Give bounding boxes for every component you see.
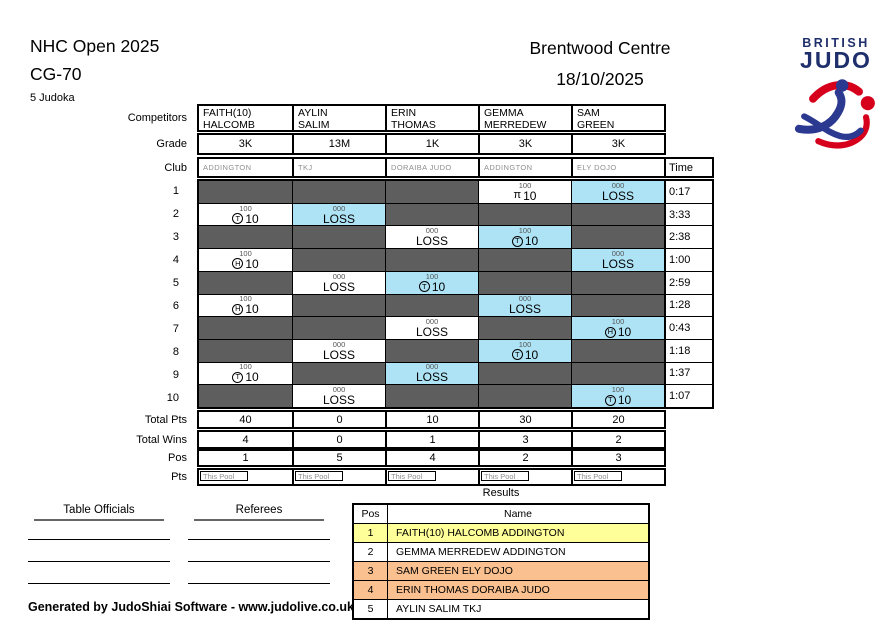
score-number: 10 [617, 393, 632, 408]
match-result-cell [292, 385, 385, 407]
match-row [199, 384, 712, 407]
score-value [512, 235, 538, 247]
match-empty-cell [292, 295, 385, 317]
venue-name: Brentwood Centre [529, 38, 671, 58]
score-value: LOSS [415, 370, 448, 385]
this-pool-box: This Pool [295, 471, 343, 481]
score-code: 100 [611, 385, 625, 395]
pos-label: Pos [168, 452, 187, 464]
win-symbol-icon: T [605, 395, 616, 406]
result-name: GEMMA MERREDEW ADDINGTON [396, 546, 566, 558]
pos-cell: 1 [242, 452, 249, 464]
win-symbol-icon: H [232, 258, 243, 269]
competitor-name-cell [385, 106, 478, 130]
win-symbol-icon: T [419, 281, 430, 292]
match-result-cell [385, 363, 478, 385]
grade-cell: 3K [478, 135, 571, 153]
results-header-row [354, 505, 648, 523]
match-number: 6 [172, 299, 179, 312]
category-title: CG-70 [30, 64, 82, 84]
club-cell: ADDINGTON [478, 159, 571, 176]
grade-label: Grade [156, 138, 187, 150]
match-empty-cell [478, 363, 571, 385]
table-officials-signature-line [28, 583, 170, 584]
match-empty-cell [199, 226, 292, 248]
score-number: 10 [245, 370, 259, 385]
pts-cell [199, 470, 292, 484]
match-result-cell [385, 317, 478, 339]
club-label: Club [164, 161, 187, 174]
match-number: 2 [172, 207, 179, 220]
match-result-cell [571, 385, 664, 407]
grade-cells [197, 133, 666, 155]
logo-text-british: BRITISH [802, 36, 870, 50]
match-number: 10 [166, 391, 179, 404]
this-pool-box: This Pool [200, 471, 248, 481]
total-wins-label: Total Wins [136, 433, 187, 446]
match-time-cell: 2:59 [664, 272, 712, 294]
match-empty-cell [292, 181, 385, 203]
this-pool-box: This Pool [388, 471, 436, 481]
score-code: 000 [425, 362, 439, 372]
competitor-name-cell [199, 106, 292, 130]
club-cell: ADDINGTON [203, 163, 252, 172]
score-value: LOSS [601, 256, 634, 271]
match-empty-cell [478, 317, 571, 339]
event-title: NHC Open 2025 [30, 36, 160, 56]
match-empty-cell [571, 363, 664, 385]
software-credit: Generated by JudoShiai Software - www.judolive.co.uk [28, 600, 354, 614]
total-pts-row [100, 410, 666, 429]
results-row [354, 542, 648, 561]
match-time-cell: 2:38 [664, 226, 712, 248]
pos-cell: 5 [292, 451, 385, 465]
match-empty-cell [385, 340, 478, 362]
pts-cell [478, 470, 571, 484]
results-table [352, 503, 650, 620]
match-empty-cell [385, 204, 478, 226]
total-pts-cell: 10 [385, 412, 478, 427]
score-code: 000 [611, 248, 625, 258]
match-empty-cell [292, 249, 385, 271]
club-cells [197, 157, 714, 178]
match-empty-cell [385, 249, 478, 271]
pts-cell [292, 470, 385, 484]
grade-cell: 3K [571, 135, 664, 153]
pos-cell: 4 [385, 451, 478, 465]
score-code: 000 [332, 271, 346, 281]
total-wins-cell: 2 [571, 432, 664, 447]
score-code: 100 [518, 226, 532, 236]
score-value [232, 258, 258, 270]
match-empty-cell [571, 204, 664, 226]
table-officials-signature-line [28, 561, 170, 562]
match-empty-cell [478, 385, 571, 407]
club-row [100, 157, 714, 178]
score-number: 10 [245, 302, 259, 317]
match-result-cell [571, 181, 664, 203]
competitors-label: Competitors [127, 112, 187, 124]
match-empty-cell [385, 385, 478, 407]
pos-cells [197, 449, 666, 467]
time-column-header: Time [664, 159, 712, 176]
match-empty-cell [292, 363, 385, 385]
score-value: LOSS [415, 325, 448, 340]
match-empty-cell [571, 226, 664, 248]
total-pts-cell: 30 [478, 412, 571, 427]
win-symbol-icon: T [512, 236, 523, 247]
match-time-cell: 0:17 [664, 181, 712, 203]
score-number: 10 [524, 347, 539, 362]
score-number: 10 [524, 234, 539, 249]
match-empty-cell [385, 295, 478, 317]
match-result-cell [571, 249, 664, 271]
club-cell: TKJ [292, 159, 385, 176]
match-result-cell [292, 204, 385, 226]
match-result-cell [478, 226, 571, 248]
total-wins-cell: 0 [292, 432, 385, 447]
match-empty-cell [292, 317, 385, 339]
competitor-name-line: GREEN [577, 118, 615, 131]
score-code: 000 [332, 385, 346, 395]
win-symbol-icon: T [232, 372, 243, 383]
competitor-name-cell [292, 106, 385, 130]
result-pos: 2 [354, 543, 388, 561]
competitor-name-line: FAITH(10) [203, 107, 252, 119]
match-number: 3 [172, 230, 179, 243]
score-code: 100 [611, 317, 625, 327]
match-result-cell [385, 226, 478, 248]
match-empty-cell [571, 295, 664, 317]
match-empty-cell [292, 226, 385, 248]
win-symbol-icon: H [232, 304, 243, 315]
competitors-cells [197, 104, 666, 132]
competitor-name-line: ERIN [391, 107, 417, 119]
table-officials-heading: Table Officials [34, 504, 164, 521]
result-pos: 3 [354, 562, 388, 580]
match-result-cell [292, 272, 385, 294]
competitor-name-line: SAM [577, 107, 600, 119]
match-row [199, 316, 712, 339]
score-number: 10 [523, 188, 537, 203]
score-code: 100 [239, 203, 252, 213]
competitor-name-cell [571, 106, 664, 130]
score-value: LOSS [415, 234, 448, 249]
match-row [199, 294, 712, 317]
match-empty-cell [199, 385, 292, 407]
results-row [354, 580, 648, 599]
pts-label: Pts [171, 471, 187, 483]
match-row [199, 181, 712, 203]
match-row [199, 362, 712, 385]
pos-cell: 3 [571, 451, 664, 465]
score-value [605, 326, 631, 338]
total-wins-cell: 3 [478, 432, 571, 447]
judoka-count: 5 Judoka [30, 92, 75, 104]
score-value [512, 349, 538, 361]
score-value [514, 190, 537, 202]
match-empty-cell [478, 249, 571, 271]
match-time-cell: 1:00 [664, 249, 712, 271]
match-row [199, 225, 712, 248]
match-time-cell: 1:28 [664, 295, 712, 317]
match-result-cell [478, 181, 571, 203]
pts-row [100, 468, 666, 486]
competitor-name-line: GEMMA [484, 107, 524, 119]
score-value: LOSS [601, 188, 634, 203]
match-number: 8 [172, 345, 179, 358]
total-pts-cell: 20 [571, 412, 664, 427]
referees-signature-line [188, 539, 330, 540]
match-row [199, 271, 712, 294]
match-row [199, 339, 712, 362]
total-wins-cells [197, 430, 666, 449]
match-empty-cell [199, 317, 292, 339]
result-pos: 5 [354, 600, 388, 618]
score-code: 000 [332, 339, 346, 349]
result-name: FAITH(10) HALCOMB ADDINGTON [396, 527, 565, 539]
match-time-cell: 1:18 [664, 340, 712, 362]
win-symbol-icon: T [232, 213, 243, 224]
club-cell: ELY DOJO [571, 159, 664, 176]
pts-cells [197, 468, 666, 486]
match-empty-cell [199, 181, 292, 203]
win-symbol-icon: T [512, 349, 523, 360]
pts-cell [385, 470, 478, 484]
table-officials-signature-line [28, 539, 170, 540]
match-result-cell [478, 295, 571, 317]
logo-text-judo: JUDO [800, 47, 872, 73]
score-code: 000 [518, 294, 532, 304]
score-code: 000 [425, 226, 439, 236]
match-grid [197, 179, 714, 409]
score-value [232, 371, 258, 383]
match-row [199, 248, 712, 271]
grade-cell: 13M [292, 135, 385, 153]
venue-block [460, 38, 740, 90]
match-result-cell [571, 317, 664, 339]
score-value: LOSS [322, 393, 355, 408]
pos-cell: 2 [478, 451, 571, 465]
british-judo-logo [788, 36, 884, 155]
score-number: 10 [245, 211, 259, 226]
match-empty-cell [478, 204, 571, 226]
total-wins-row [100, 430, 666, 449]
score-value: LOSS [322, 279, 355, 294]
competitor-name-line: MERREDEW [484, 118, 547, 131]
score-value: LOSS [322, 347, 355, 362]
score-value: LOSS [508, 302, 541, 317]
match-time-cell: 0:43 [664, 317, 712, 339]
score-code: 100 [425, 271, 439, 281]
total-pts-label: Total Pts [144, 413, 187, 426]
match-result-cell [199, 363, 292, 385]
result-name: SAM GREEN ELY DOJO [396, 565, 513, 577]
match-empty-cell [385, 181, 478, 203]
match-result-cell [292, 340, 385, 362]
referees-signature-line [188, 561, 330, 562]
score-code: 100 [239, 362, 252, 372]
grade-row [100, 133, 666, 155]
match-result-cell [478, 340, 571, 362]
referees-heading: Referees [194, 504, 324, 521]
this-pool-box: This Pool [481, 471, 529, 481]
score-code: 100 [239, 248, 252, 258]
total-wins-cell: 4 [242, 433, 249, 446]
results-title: Results [482, 487, 520, 499]
results-row [354, 523, 648, 542]
score-code: 000 [332, 203, 346, 213]
match-time-cell: 1:37 [664, 363, 712, 385]
score-code: 100 [518, 339, 532, 349]
competitors-row [100, 104, 666, 132]
event-date: 18/10/2025 [556, 69, 644, 89]
match-number: 4 [172, 253, 179, 266]
score-value [232, 213, 258, 225]
match-time-cell: 1:07 [664, 385, 712, 407]
club-cell: DORAIBA JUDO [385, 159, 478, 176]
match-result-cell [199, 204, 292, 226]
match-empty-cell [199, 272, 292, 294]
pos-row [100, 449, 666, 467]
total-pts-cell: 0 [292, 412, 385, 427]
results-name-header: Name [503, 508, 532, 520]
grade-cell: 1K [385, 135, 478, 153]
match-number: 9 [172, 368, 179, 381]
match-empty-cell [571, 340, 664, 362]
score-code: 000 [611, 180, 625, 190]
referees-signature-line [188, 583, 330, 584]
score-number: 10 [617, 325, 632, 340]
competitor-name-cell [478, 106, 571, 130]
score-value [605, 394, 631, 406]
competitor-name-line: HALCOMB [203, 118, 255, 131]
judo-figures-icon [790, 74, 882, 150]
score-value [232, 303, 258, 315]
match-empty-cell [571, 272, 664, 294]
result-pos: 1 [354, 524, 388, 542]
score-value: LOSS [322, 211, 355, 226]
results-row [354, 599, 648, 618]
result-name: ERIN THOMAS DORAIBA JUDO [396, 584, 550, 596]
competitor-name-line: THOMAS [391, 118, 436, 131]
win-symbol-icon: H [605, 327, 616, 338]
score-value [419, 281, 445, 293]
total-pts-cells [197, 410, 666, 429]
table-officials-column [28, 504, 170, 521]
pts-cell [571, 470, 664, 484]
score-code: 000 [425, 317, 439, 327]
total-wins-cell: 1 [385, 432, 478, 447]
match-time-cell: 3:33 [664, 204, 712, 226]
match-result-cell [385, 272, 478, 294]
score-number: 10 [245, 256, 259, 271]
results-row [354, 561, 648, 580]
match-result-cell [199, 295, 292, 317]
match-number: 5 [172, 276, 179, 289]
score-number: 10 [431, 279, 446, 294]
result-pos: 4 [354, 581, 388, 599]
score-code: 100 [518, 180, 532, 190]
grade-cell: 3K [238, 138, 253, 150]
match-empty-cell [478, 272, 571, 294]
match-number: 1 [172, 184, 179, 197]
win-symbol-icon: π [513, 189, 522, 202]
result-name: AYLIN SALIM TKJ [396, 603, 482, 615]
results-pos-header: Pos [354, 505, 388, 523]
match-empty-cell [199, 340, 292, 362]
competitor-name-line: SALIM [298, 118, 330, 131]
match-number: 7 [172, 322, 179, 335]
match-result-cell [199, 249, 292, 271]
match-row [199, 203, 712, 226]
referees-column [188, 504, 330, 521]
score-code: 100 [239, 294, 252, 304]
this-pool-box: This Pool [574, 471, 622, 481]
competitor-name-line: AYLIN [298, 107, 328, 119]
total-pts-cell: 40 [239, 413, 252, 426]
